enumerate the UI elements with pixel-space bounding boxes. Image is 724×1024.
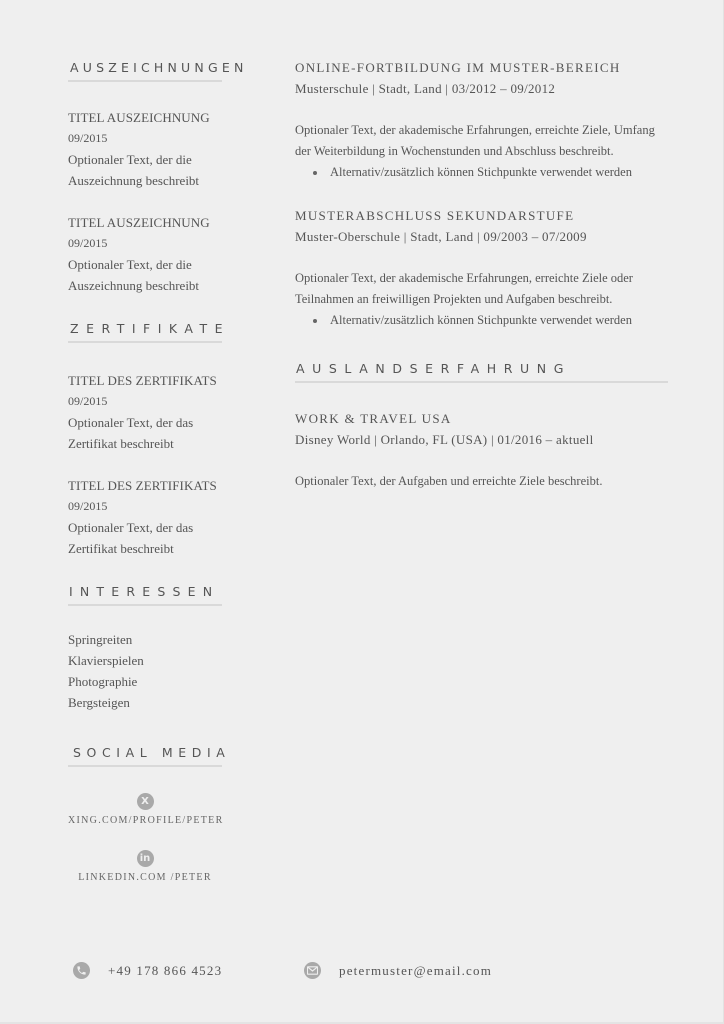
certificate-date: 09/2015 [68, 499, 108, 513]
envelope-icon [304, 962, 321, 979]
award-text: Optionaler Text, der die [68, 152, 192, 167]
section-divider [295, 381, 668, 383]
entry-text: Optionaler Text, der akademische Erfahrungen, erreichte Ziele, Umfang [295, 123, 655, 137]
certificate-title: TITEL DES ZERTIFIKATS [68, 478, 217, 493]
certificate-text: Optionaler Text, der das [68, 415, 194, 430]
section-divider [68, 604, 222, 606]
entry-subtitle: Musterschule | Stadt, Land | 03/2012 – 09/2012 [295, 81, 556, 96]
social-label[interactable]: LINKEDIN.COM /PETER [78, 872, 212, 883]
certificate-title: TITEL DES ZERTIFIKATS [68, 373, 217, 388]
interest-item: Photographie [68, 674, 138, 689]
section-heading-interessen: INTERESSEN [69, 584, 220, 599]
award-date: 09/2015 [68, 236, 108, 250]
experience-entry [295, 408, 675, 492]
phone-number[interactable]: +49 178 866 4523 [108, 962, 223, 978]
award-date: 09/2015 [68, 131, 108, 145]
entry-text: Optionaler Text, der Aufgaben und erreichte Ziele beschreibt. [295, 474, 603, 488]
entry-title: MUSTERABSCHLUSS SEKUNDARSTUFE [295, 208, 575, 223]
section-heading-zertifikate: ZERTIFIKATE [70, 321, 231, 336]
certificate-item [68, 475, 228, 559]
certificate-text: Zertifikat beschreibt [68, 541, 174, 556]
entry-bullet: Alternativ/zusätzlich können Stichpunkte verwendet werden [295, 310, 675, 331]
section-divider [68, 80, 222, 82]
education-entry [295, 57, 675, 183]
entry-text: Optionaler Text, der akademische Erfahrungen, erreichte Ziele oder [295, 271, 633, 285]
entry-subtitle: Muster-Oberschule | Stadt, Land | 09/2003 – 07/2009 [295, 229, 587, 244]
award-item [68, 212, 228, 296]
section-heading-social-media: SOCIAL MEDIA [73, 745, 231, 760]
entry-text: der Weiterbildung in Wochenstunden und Abschluss beschreibt. [295, 144, 614, 158]
certificate-text: Optionaler Text, der das [68, 520, 194, 535]
linkedin-icon: in [137, 850, 154, 867]
xing-icon: X [137, 793, 154, 810]
section-divider [68, 765, 222, 767]
social-link-linkedin[interactable] [68, 850, 222, 883]
email-address[interactable]: petermuster@email.com [339, 962, 493, 978]
certificate-item [68, 370, 228, 454]
entry-title: WORK & TRAVEL USA [295, 411, 452, 426]
social-link-xing[interactable] [68, 793, 222, 826]
interest-item: Springreiten [68, 632, 133, 647]
award-item [68, 107, 228, 191]
interest-item: Klavierspielen [68, 653, 144, 668]
social-label[interactable]: XING.COM/PROFILE/PETER [68, 815, 224, 826]
award-title: TITEL AUSZEICHNUNG [68, 215, 210, 230]
award-title: TITEL AUSZEICHNUNG [68, 110, 210, 125]
award-text: Auszeichnung beschreibt [68, 278, 200, 293]
entry-title: ONLINE-FORTBILDUNG IM MUSTER-BEREICH [295, 60, 621, 75]
certificate-date: 09/2015 [68, 394, 108, 408]
award-text: Optionaler Text, der die [68, 257, 192, 272]
certificate-text: Zertifikat beschreibt [68, 436, 174, 451]
education-entry [295, 205, 675, 331]
section-heading-auslandserfahrung: AUSLANDSERFAHRUNG [296, 361, 571, 376]
section-divider [68, 341, 222, 343]
interest-item: Bergsteigen [68, 695, 130, 710]
interests-list [68, 629, 228, 713]
footer-phone[interactable] [73, 962, 222, 979]
entry-text: Teilnahmen an freiwilligen Projekten und Aufgaben beschreibt. [295, 292, 613, 306]
entry-bullet: Alternativ/zusätzlich können Stichpunkte verwendet werden [295, 162, 675, 183]
phone-icon [73, 962, 90, 979]
entry-subtitle: Disney World | Orlando, FL (USA) | 01/2016 – aktuell [295, 432, 594, 447]
section-heading-auszeichnungen: AUSZEICHNUNGEN [70, 60, 248, 75]
award-text: Auszeichnung beschreibt [68, 173, 200, 188]
footer-email[interactable] [304, 962, 492, 979]
